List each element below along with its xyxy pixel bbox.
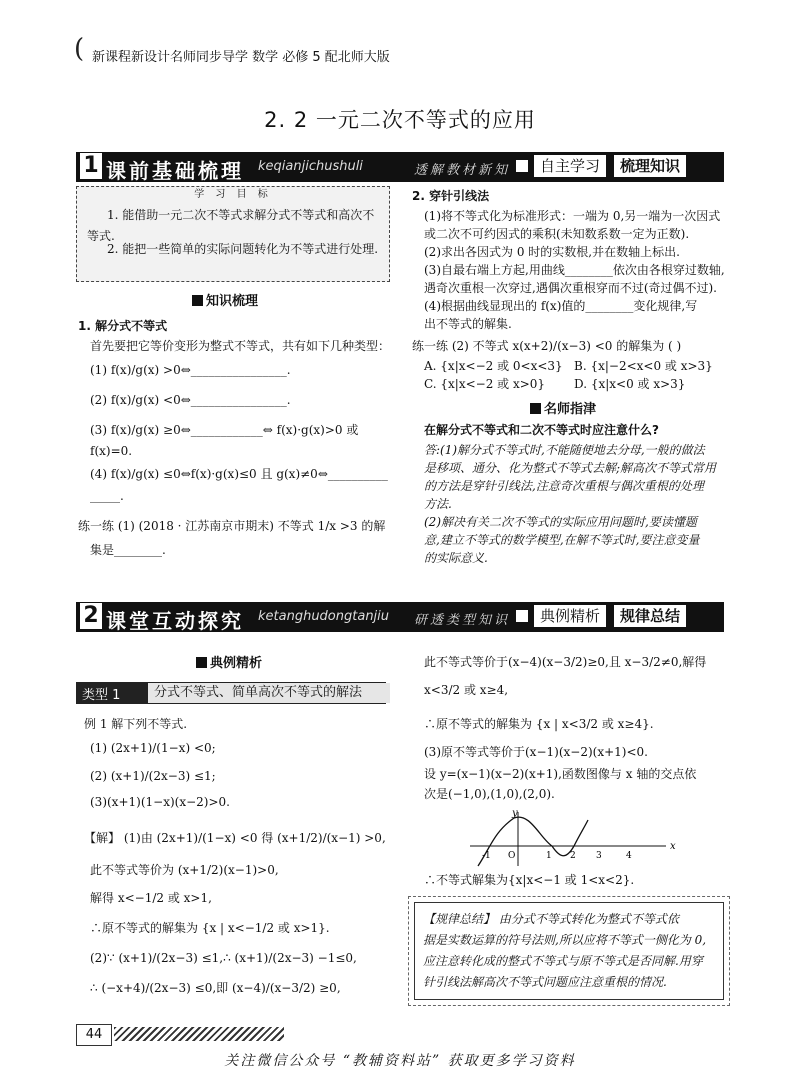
y-label: y — [512, 808, 518, 819]
practice-2: 练一练 (2) 不等式 x(x+2)/(x−3) <0 的解集为 ( ) — [412, 339, 682, 353]
bookmark-icon — [192, 295, 203, 306]
square-icon — [516, 610, 528, 622]
footer-note: 关注微信公众号 “教辅资料站” 获取更多学习资料 — [224, 1053, 576, 1069]
band-tag-1: 自主学习 — [534, 155, 606, 177]
learning-goals-box — [76, 186, 390, 282]
band-pinyin: keqianjichushuli — [258, 159, 363, 174]
guide-answer: 答:(1)解分式不等式时,不能随便地去分母,一般的做法 — [424, 443, 705, 457]
band-tag-1: 典例精析 — [534, 605, 606, 627]
solution-line: x<3/2 或 x≥4, — [424, 683, 509, 697]
header-bracket: ( — [74, 34, 85, 64]
solution-line: (2)∵ (x+1)/(2x−3) ≤1,∴ (x+1)/(2x−3) −1≤0, — [90, 951, 357, 965]
summary-line: 针引线法解高次不等式问题应注意重根的情况. — [423, 975, 667, 989]
square-icon — [516, 160, 528, 172]
goals-heading: 学 习 目 标 — [194, 189, 272, 200]
paragraph: (3)自最右端上方起,用曲线________依次由各根穿过数轴, — [424, 263, 725, 277]
type-bar — [76, 682, 386, 704]
question-2: (2) (x+1)/(2x−3) ≤1; — [90, 769, 216, 783]
bookmark-icon — [196, 657, 207, 668]
section-title: 2. 2 一元二次不等式的应用 — [264, 108, 536, 132]
goal-item: 2. 能把一些简单的实际问题转化为不等式进行处理. — [107, 242, 379, 256]
solution-line: ∴原不等式的解集为 {x | x<−1/2 或 x>1}. — [90, 921, 330, 935]
cubic-graph — [470, 808, 680, 868]
question-3: (3)(x+1)(1−x)(x−2)>0. — [90, 795, 230, 809]
goal-item: 1. 能借助一元二次不等式求解分式不等式和高次不等式. — [87, 208, 375, 243]
x-label: x — [670, 841, 676, 852]
example-heading: 典例精析 — [196, 652, 262, 671]
guide-heading: 名师指津 — [530, 398, 596, 417]
band-tag-2: 规律总结 — [614, 605, 686, 627]
solution-line: (3)原不等式等价于(x−1)(x−2)(x+1)<0. — [424, 745, 648, 759]
tick-label: 1 — [546, 851, 552, 861]
solution-line: 次是(−1,0),(1,0),(2,0). — [424, 787, 555, 801]
band-number: 1 — [80, 153, 102, 179]
solution-line: ∴ (−x+4)/(2x−3) ≤0,即 (x−4)/(x−3/2) ≥0, — [90, 981, 341, 995]
guide-answer: 意,建立不等式的数学模型,在解不等式时,要注意变量 — [424, 533, 700, 547]
paragraph: (1)将不等式化为标准形式：一端为 0,另一端为一次因式 — [424, 209, 721, 223]
solution-line: 此不等式等价于(x−4)(x−3/2)≥0,且 x−3/2≠0,解得 — [424, 655, 707, 669]
band-motto: 研透类型知识 — [414, 613, 511, 628]
guide-answer: 方法. — [424, 497, 452, 511]
solution-line: ∴不等式解集为{x|x<−1 或 1<x<2}. — [424, 873, 635, 887]
running-header: 新课程新设计名师同步导学 数学 必修 5 配北师大版 — [92, 50, 390, 65]
section-band-1 — [76, 152, 724, 182]
section-band-2 — [76, 602, 724, 632]
option-c: C. {x|x<−2 或 x>0} — [424, 377, 546, 391]
solution-line: 【解】 (1)由 (2x+1)/(1−x) <0 得 (x+1/2)/(x−1) >0, — [84, 831, 386, 845]
guide-answer: 的实际意义. — [424, 551, 488, 565]
heading-fractional: 1. 解分式不等式 — [78, 319, 168, 333]
band-pinyin: ketanghudongtanjiu — [258, 609, 390, 624]
type-text: 分式不等式、简单高次不等式的解法 — [148, 683, 390, 703]
paragraph: (4)根据曲线显现出的 f(x)值的________变化规律,写 — [424, 299, 698, 313]
heading-needle-method: 2. 穿针引线法 — [412, 189, 490, 203]
guide-answer: (2)解决有关二次不等式的实际应用问题时,要读懂题 — [424, 515, 697, 529]
decorative-strip — [114, 1027, 284, 1041]
origin-label: O — [508, 851, 516, 861]
band-tag-2: 梳理知识 — [614, 155, 686, 177]
option-d: D. {x|x<0 或 x>3} — [574, 377, 686, 391]
summary-box — [414, 902, 724, 1000]
solution-line: 设 y=(x−1)(x−2)(x+1),函数图像与 x 轴的交点依 — [424, 767, 697, 781]
paragraph: 或二次不可约因式的乘积(未知数系数一定为正数). — [424, 227, 690, 241]
option-a: A. {x|x<−2 或 0<x<3} — [424, 359, 563, 373]
type-label: 类型 1 — [82, 688, 121, 703]
band-motto: 透解教材新知 — [414, 163, 511, 178]
bookmark-icon — [530, 403, 541, 414]
tick-label: 2 — [570, 851, 576, 861]
solution-line: 解得 x<−1/2 或 x>1, — [90, 891, 212, 905]
tick-label: -1 — [482, 851, 491, 861]
formula-line: (2) f(x)/g(x) <0⇔________________. — [90, 393, 291, 407]
tick-label: 3 — [596, 851, 602, 861]
band-name: 课前基础梳理 — [106, 159, 244, 183]
paragraph: 出不等式的解集. — [424, 317, 512, 331]
page-number: 44 — [76, 1024, 112, 1046]
knowledge-heading: 知识梳理 — [192, 290, 258, 309]
guide-answer: 的方法是穿针引线法,注意奇次重根与偶次重根的处理 — [424, 479, 704, 493]
guide-question: 在解分式不等式和二次不等式时应注意什么? — [424, 423, 659, 437]
question-1: (1) (2x+1)/(1−x) <0; — [90, 741, 216, 755]
formula-line: f(x)=0. — [90, 444, 133, 458]
paragraph: 遇奇次重根一次穿过,遇偶次重根穿而不过(奇过偶不过). — [424, 281, 717, 295]
formula-line: _____. — [90, 489, 124, 503]
formula-line: (1) f(x)/g(x) >0⇔________________. — [90, 363, 291, 377]
summary-line: 应注意转化成的整式不等式与原不等式是否同解.用穿 — [423, 954, 703, 968]
paragraph: (2)求出各因式为 0 时的实数根,并在数轴上标出. — [424, 245, 680, 259]
practice-1: 练一练 (1) (2018 · 江苏南京市期末) 不等式 1/x >3 的解 — [78, 519, 386, 533]
guide-answer: 是移项、通分、化为整式不等式去解;解高次不等式常用 — [424, 461, 717, 475]
paragraph: 首先要把它等价变形为整式不等式，共有如下几种类型： — [90, 339, 391, 353]
tick-label: 4 — [626, 851, 632, 861]
formula-line: (3) f(x)/g(x) ≥0⇔____________⇔ f(x)·g(x)>0 或 — [90, 423, 359, 437]
example-1-heading: 例 1 解下列不等式. — [84, 717, 188, 731]
option-b: B. {x|−2<x<0 或 x>3} — [574, 359, 713, 373]
band-number: 2 — [80, 603, 102, 629]
solution-line: 此不等式等价为 (x+1/2)(x−1)>0, — [90, 863, 279, 877]
practice-1-blank: 集是________. — [90, 543, 166, 557]
formula-line: (4) f(x)/g(x) ≤0⇔f(x)·g(x)≤0 且 g(x)≠0⇔__________ — [90, 467, 388, 481]
summary-line: 据是实数运算的符号法则,所以应将不等式一侧化为 0, — [423, 933, 707, 947]
band-name: 课堂互动探究 — [106, 609, 244, 633]
summary-line: 【规律总结】 由分式不等式转化为整式不等式依 — [423, 912, 679, 926]
solution-line: ∴原不等式的解集为 {x | x<3/2 或 x≥4}. — [424, 717, 654, 731]
